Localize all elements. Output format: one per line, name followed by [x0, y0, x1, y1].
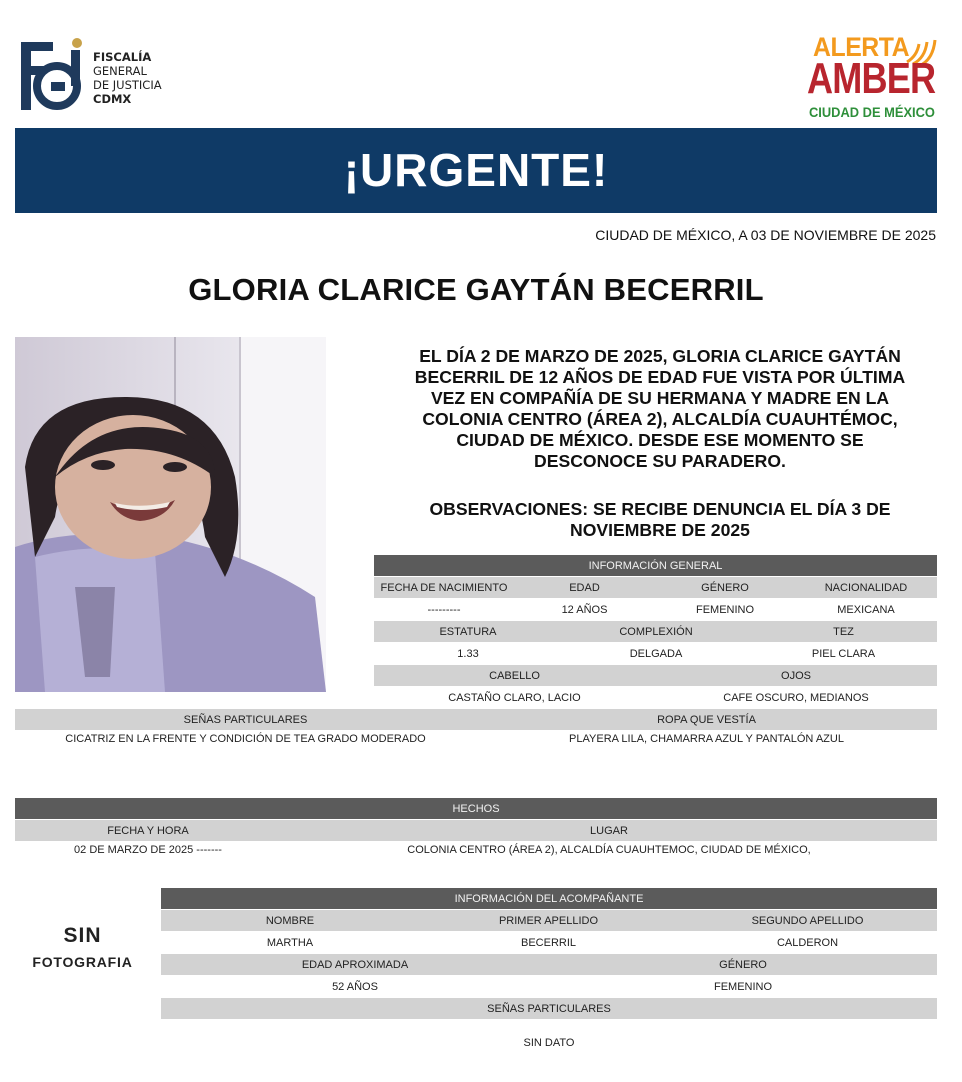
header-height: ESTATURA: [439, 625, 497, 638]
value-age: 12 AÑOS: [561, 603, 608, 616]
header-companion-first-surname: PRIMER APELLIDO: [498, 914, 599, 927]
header-companion-name: NOMBRE: [265, 914, 315, 927]
header-build: COMPLEXIÓN: [619, 625, 693, 638]
fgj-emblem-icon: [15, 38, 87, 118]
companion-row3-value: [161, 1032, 937, 1053]
value-nationality: MEXICANA: [837, 603, 895, 616]
value-gender: FEMENINO: [695, 603, 755, 616]
description-line-4: COLONIA CENTRO (ÁREA 2), ALCALDÍA CUAUHTÉMOC,: [422, 409, 898, 429]
companion-header: [161, 888, 937, 909]
header-companion-gender: GÉNERO: [719, 958, 767, 971]
fgj-logo-text: [93, 50, 162, 106]
value-date-time: 02 DE MARZO DE 2025 -------: [74, 843, 222, 856]
value-eyes: CAFE OSCURO, MEDIANOS: [723, 691, 869, 704]
amber-logo-line-3: CIUDAD DE MÉXICO: [809, 104, 935, 120]
observations-line-1: OBSERVACIONES: SE RECIBE DENUNCIA EL DÍA 3 DE: [429, 499, 891, 519]
fgj-line-2: GENERAL: [93, 64, 147, 78]
general-info-row2-values: [374, 643, 937, 664]
value-companion-marks: SIN DATO: [523, 1036, 575, 1049]
facts-headers: [15, 820, 937, 841]
general-info-title: INFORMACIÓN GENERAL: [588, 559, 723, 572]
header-skin: TEZ: [833, 625, 854, 638]
header-companion-marks: SEÑAS PARTICULARES: [487, 1002, 611, 1015]
general-info-row4-values: [15, 728, 937, 749]
value-companion-age: 52 AÑOS: [332, 980, 378, 993]
description-line-3: VEZ EN COMPAÑÍA DE SU HERMANA Y MADRE EN LA: [430, 388, 890, 408]
fgj-line-1: FISCALÍA: [93, 50, 152, 64]
header-place: LUGAR: [590, 824, 628, 837]
case-description: [384, 346, 936, 472]
header-eyes: OJOS: [781, 669, 811, 682]
facts-values: [15, 839, 937, 860]
value-hair: CASTAÑO CLARO, LACIO: [448, 691, 581, 704]
no-photo-line-1: SIN: [63, 924, 102, 947]
urgent-banner: ¡URGENTE!: [15, 128, 937, 213]
value-companion-first-surname: BECERRIL: [520, 936, 577, 949]
header-hair: CABELLO: [489, 669, 540, 682]
header-nationality: NACIONALIDAD: [824, 581, 908, 594]
fgj-line-4: CDMX: [93, 92, 132, 106]
companion-title: INFORMACIÓN DEL ACOMPAÑANTE: [454, 892, 644, 905]
header-birth-date: FECHA DE NACIMIENTO: [380, 581, 508, 594]
header-gender: GÉNERO: [701, 581, 749, 594]
header-date-time: FECHA Y HORA: [107, 824, 189, 837]
companion-row1-values: [161, 932, 937, 953]
companion-row2-headers: [161, 954, 937, 975]
description-line-1: EL DÍA 2 DE MARZO DE 2025, GLORIA CLARICE GAYTÁN: [419, 346, 901, 366]
companion-row1-headers: [161, 910, 937, 931]
header-distinguishing-marks: SEÑAS PARTICULARES: [183, 713, 308, 726]
header-companion-age: EDAD APROXIMADA: [301, 958, 409, 971]
value-skin: PIEL CLARA: [811, 647, 876, 660]
value-distinguishing-marks: CICATRIZ EN LA FRENTE Y CONDICIÓN DE TEA GRADO MODERADO: [65, 732, 426, 745]
value-build: DELGADA: [629, 647, 683, 660]
portrait-illustration: [15, 337, 326, 692]
value-companion-second-surname: CALDERON: [776, 936, 839, 949]
value-place: COLONIA CENTRO (ÁREA 2), ALCALDÍA CUAUHTEMOC, CIUDAD DE MÉXICO,: [407, 843, 811, 856]
general-info-row1-values: [374, 599, 937, 620]
value-clothing: PLAYERA LILA, CHAMARRA AZUL Y PANTALÓN AZUL: [569, 732, 844, 745]
facts-header: [15, 798, 937, 819]
value-height: 1.33: [457, 647, 479, 660]
facts-title: HECHOS: [452, 802, 500, 815]
fgj-logo: [15, 38, 185, 118]
header-age: EDAD: [569, 581, 600, 594]
document-date: CIUDAD DE MÉXICO, A 03 DE NOVIEMBRE DE 2025: [595, 227, 936, 243]
description-line-5: CIUDAD DE MÉXICO. DESDE ESE MOMENTO SE: [456, 430, 864, 450]
value-companion-name: MARTHA: [266, 936, 314, 949]
general-info-row1-headers: [374, 577, 937, 598]
general-info-header: [374, 555, 937, 576]
fgj-line-3: DE JUSTICIA: [93, 78, 162, 92]
value-companion-gender: FEMENINO: [713, 980, 773, 993]
general-info-row3-values: [374, 687, 937, 708]
general-info-row2-headers: [374, 621, 937, 642]
general-info-row4-headers: [15, 709, 937, 730]
description-line-6: DESCONOCE SU PARADERO.: [534, 451, 786, 471]
observations: [384, 499, 936, 541]
header-clothing: ROPA QUE VESTÍA: [657, 713, 756, 726]
companion-row2-values: [161, 976, 937, 997]
alerta-amber-logo: [805, 32, 940, 124]
header-companion-second-surname: SEGUNDO APELLIDO: [751, 914, 864, 927]
description-line-2: BECERRIL DE 12 AÑOS DE EDAD FUE VISTA POR ÚLTIMA: [414, 367, 906, 387]
no-photo-placeholder: [15, 890, 145, 1020]
observations-line-2: NOVIEMBRE DE 2025: [570, 520, 750, 540]
value-birth-date: ---------: [427, 603, 461, 616]
missing-person-photo: [15, 337, 326, 692]
general-info-row3-headers: [374, 665, 937, 686]
amber-logo-line-1: ALERTA: [813, 32, 910, 62]
companion-row3-header: [161, 998, 937, 1019]
missing-person-name: GLORIA CLARICE GAYTÁN BECERRIL: [188, 272, 764, 307]
amber-logo-line-2: AMBER: [807, 54, 936, 103]
no-photo-line-2: FOTOGRAFIA: [32, 954, 133, 970]
